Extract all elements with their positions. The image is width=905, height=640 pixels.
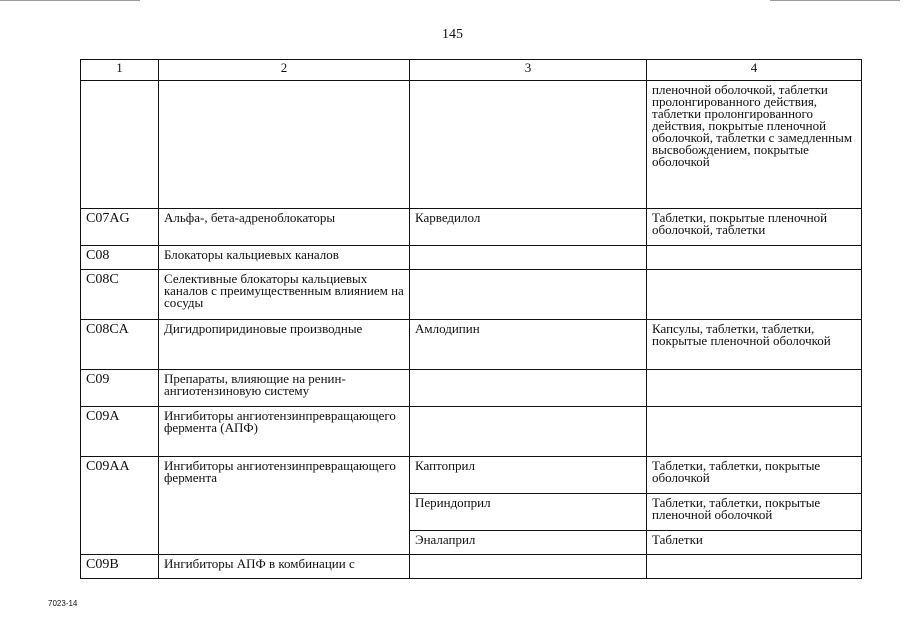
group-cell: Ингибиторы ангиотензинпревращающего фермента: [159, 457, 410, 555]
form-cell: [647, 370, 862, 407]
group-cell: Блокаторы кальциевых каналов: [159, 246, 410, 270]
atc-code-cell: C09: [81, 370, 159, 407]
atc-code-cell: C09A: [81, 407, 159, 457]
form-cell: Таблетки, покрытые пленочной оболочкой, таблетки: [647, 209, 862, 246]
table-row: [81, 457, 862, 494]
atc-code-cell: C09B: [81, 555, 159, 579]
atc-code-cell: C08: [81, 246, 159, 270]
page-number: 145: [442, 27, 463, 42]
form-cell: Капсулы, таблетки, таблетки, покрытые пленочной оболочкой: [647, 320, 862, 370]
column-header-3: 3: [410, 60, 647, 81]
group-cell: Селективные блокаторы кальциевых каналов с преимущественным влиянием на сосуды: [159, 270, 410, 320]
column-header-4: 4: [647, 60, 862, 81]
atc-code-cell: C08C: [81, 270, 159, 320]
group-cell: Дигидропиридиновые производные: [159, 320, 410, 370]
drug-cell: [410, 81, 647, 209]
table-row: [81, 81, 862, 209]
scan-edge-mark: [0, 0, 140, 1]
form-cell: [647, 270, 862, 320]
drug-cell: [410, 370, 647, 407]
drug-cell: Эналаприл: [410, 531, 647, 555]
group-cell: Препараты, влияющие на ренин-ангиотензиновую систему: [159, 370, 410, 407]
column-header-2: 2: [159, 60, 410, 81]
table-row: [81, 370, 862, 407]
drug-cell: [410, 270, 647, 320]
table-row: [81, 246, 862, 270]
table-row: [81, 209, 862, 246]
table-row: [81, 320, 862, 370]
table-row: [81, 555, 862, 579]
drug-cell: [410, 246, 647, 270]
group-cell: Ингибиторы АПФ в комбинации с: [159, 555, 410, 579]
form-cell: Таблетки: [647, 531, 862, 555]
drug-cell: [410, 407, 647, 457]
table-header-row: [81, 60, 862, 81]
column-header-1: 1: [81, 60, 159, 81]
atc-code-cell: C08CA: [81, 320, 159, 370]
group-cell: Альфа-, бета-адреноблокаторы: [159, 209, 410, 246]
group-cell: Ингибиторы ангиотензинпревращающего фермента (АПФ): [159, 407, 410, 457]
form-cell: пленочной оболочкой, таблетки пролонгированного действия, таблетки пролонгированного действия, покрытые пленочной оболочкой, таблетки с замедленным высвобождением, покрытые оболочкой: [647, 81, 862, 209]
drug-cell: Карведилол: [410, 209, 647, 246]
scan-edge-mark: [770, 0, 900, 1]
form-cell: [647, 246, 862, 270]
table-row: [81, 407, 862, 457]
atc-code-cell: [81, 81, 159, 209]
form-cell: [647, 555, 862, 579]
atc-code-cell: C09AA: [81, 457, 159, 555]
drug-cell: Каптоприл: [410, 457, 647, 494]
atc-code-cell: C07AG: [81, 209, 159, 246]
drug-table: [80, 59, 862, 579]
form-cell: Таблетки, таблетки, покрытые пленочной оболочкой: [647, 494, 862, 531]
group-cell: [159, 81, 410, 209]
form-cell: [647, 407, 862, 457]
drug-cell: Периндоприл: [410, 494, 647, 531]
table-row: [81, 270, 862, 320]
drug-cell: [410, 555, 647, 579]
form-cell: Таблетки, таблетки, покрытые оболочкой: [647, 457, 862, 494]
drug-cell: Амлодипин: [410, 320, 647, 370]
document-code: 7023-14: [48, 599, 78, 608]
